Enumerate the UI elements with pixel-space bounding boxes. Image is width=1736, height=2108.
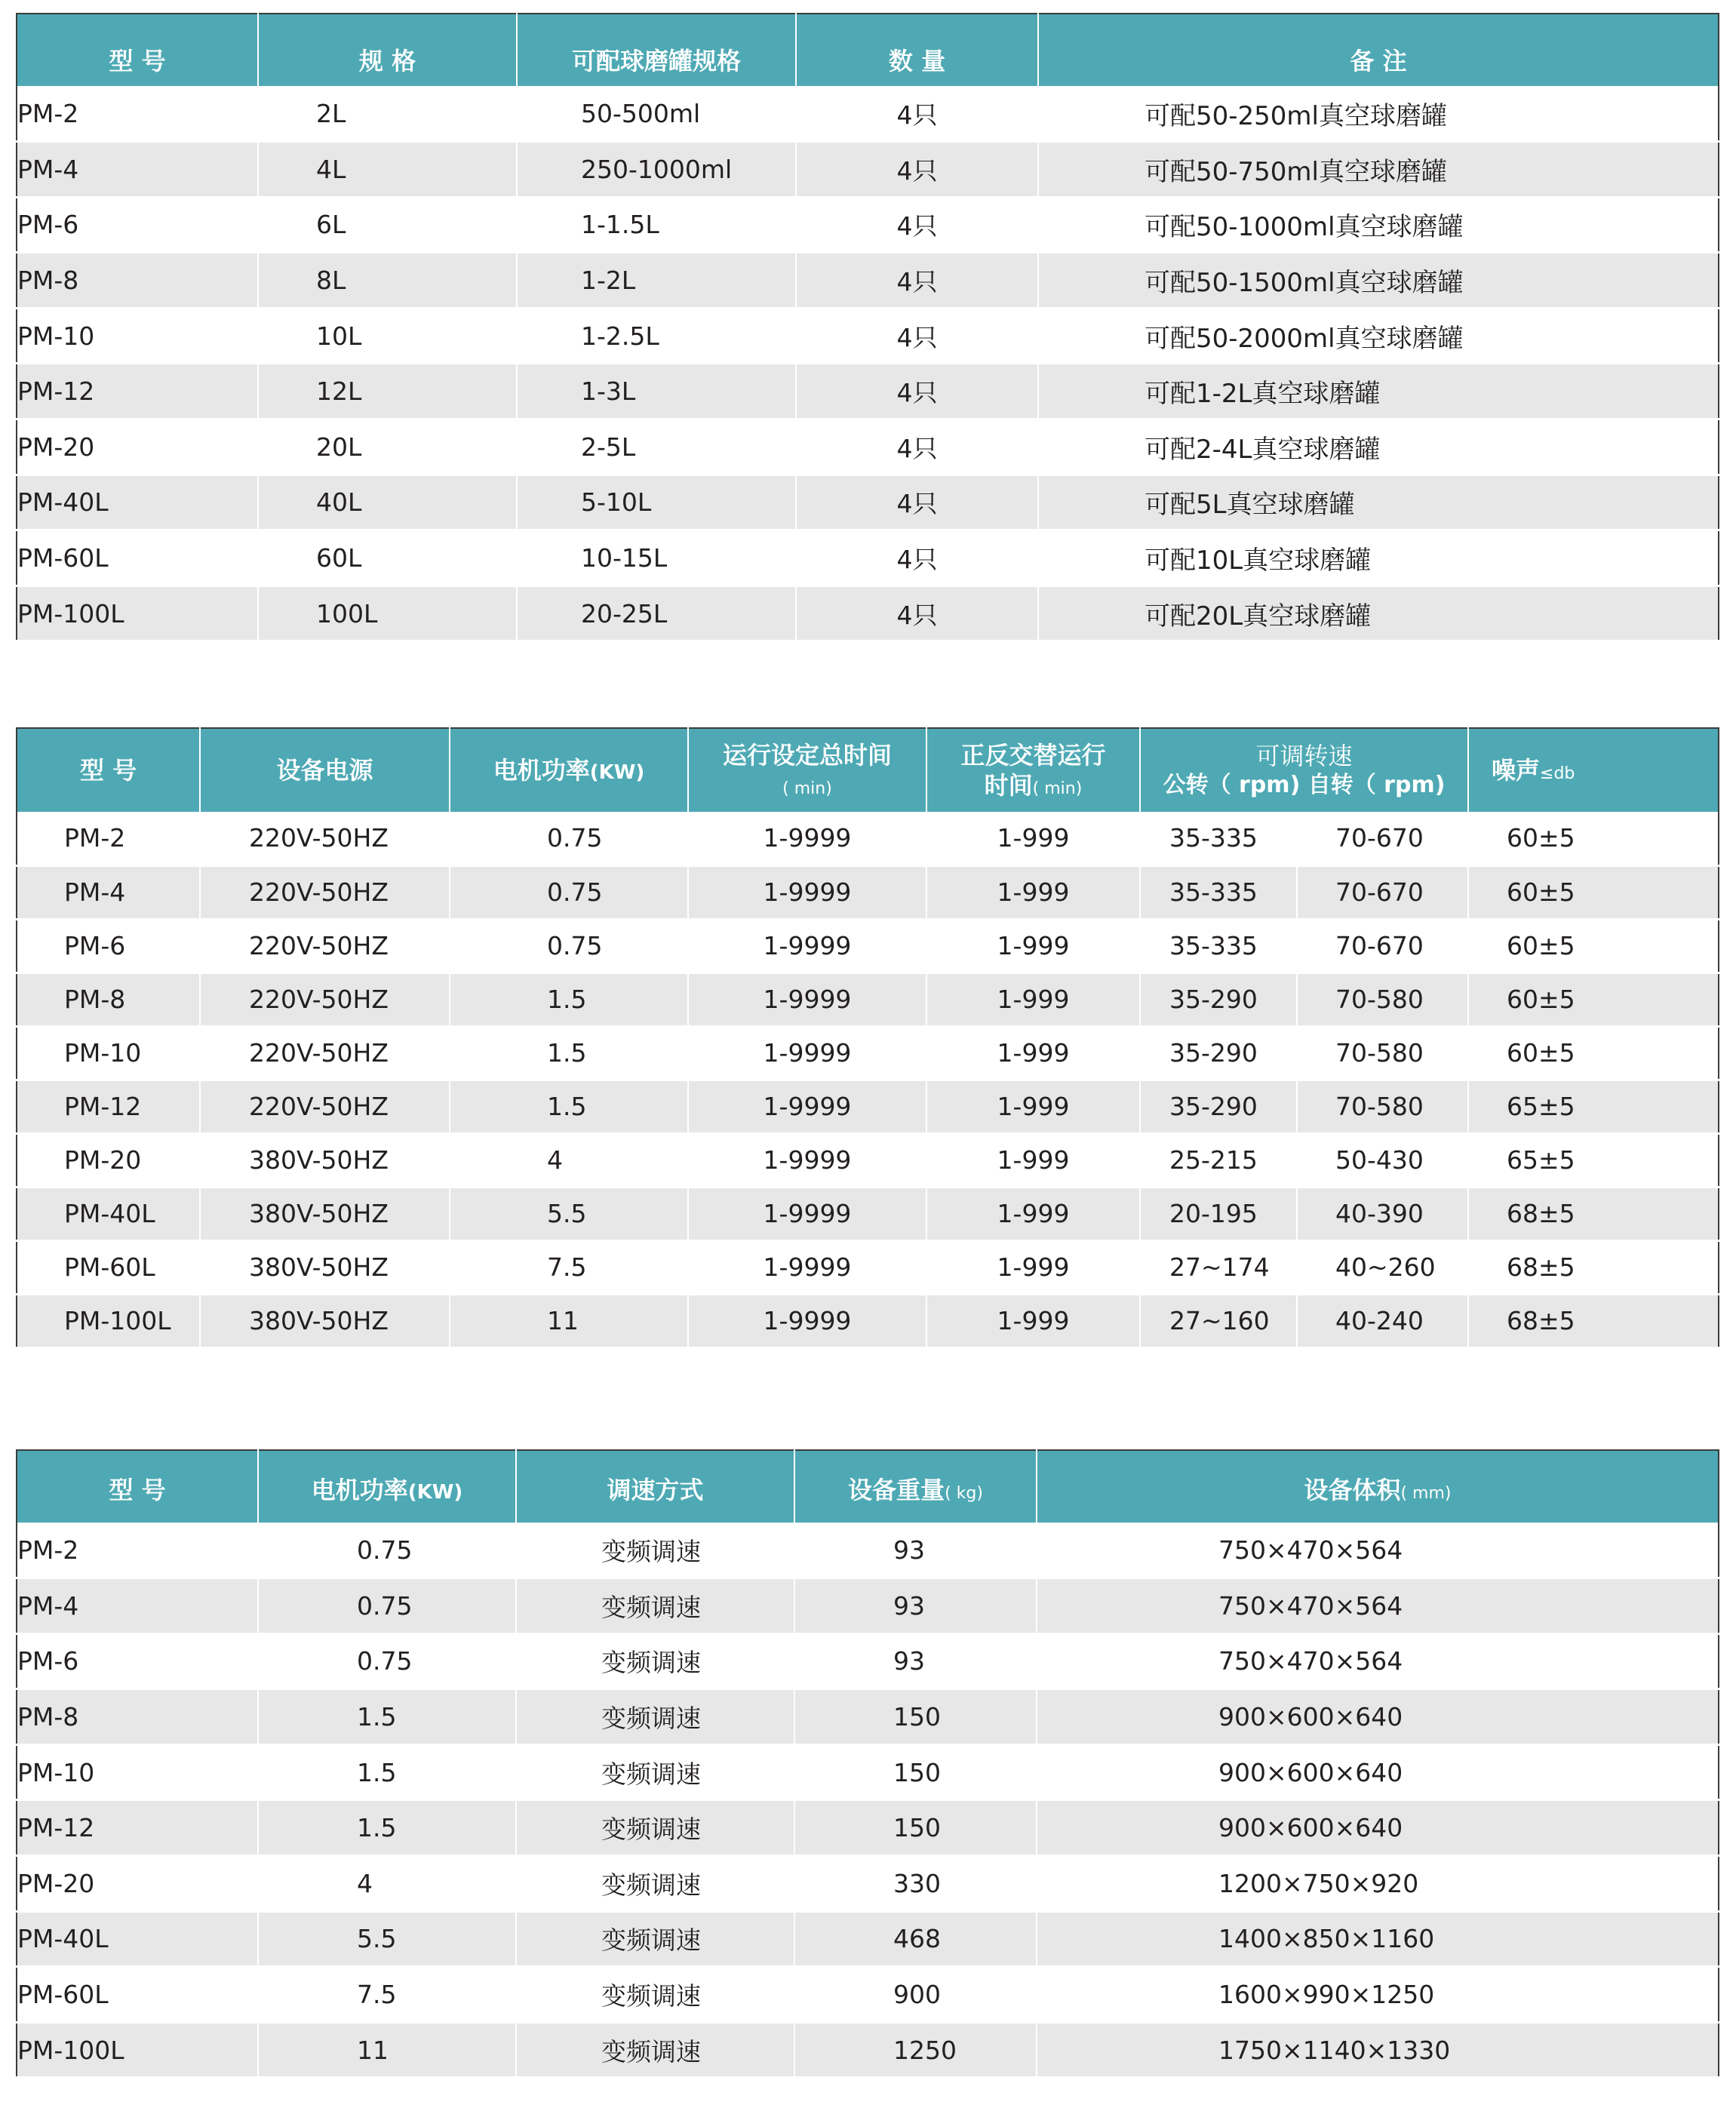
table-row — [17, 585, 1719, 641]
cell-motor-power: 5.5 — [258, 1911, 516, 1967]
cell-noise: 68±5 — [1468, 1294, 1719, 1347]
cell-motor-power: 0.75 — [450, 865, 688, 919]
table-row — [17, 475, 1719, 530]
cell-alternating-time: 1-999 — [926, 865, 1140, 919]
cell-quantity: 4只 — [796, 475, 1038, 530]
table-row — [17, 1080, 1719, 1133]
cell-model: PM-100L — [17, 2022, 258, 2078]
table-row — [17, 530, 1719, 586]
cell-total-time: 1-9999 — [688, 1294, 926, 1347]
cell-remarks: 可配50-1500ml真空球磨罐 — [1038, 253, 1719, 309]
table-row — [17, 308, 1719, 364]
cell-model: PM-20 — [17, 419, 258, 475]
cell-alternating-time: 1-999 — [926, 1026, 1140, 1080]
cell-model: PM-6 — [17, 919, 200, 973]
cell-capacity: 4L — [258, 142, 517, 198]
cell-quantity: 4只 — [796, 530, 1038, 586]
table-row — [17, 1633, 1719, 1689]
cell-total-time: 1-9999 — [688, 1080, 926, 1133]
table-row — [17, 142, 1719, 198]
cell-weight: 150 — [794, 1800, 1037, 1856]
cell-total-time: 1-9999 — [688, 1026, 926, 1080]
cell-alternating-time: 1-999 — [926, 1080, 1140, 1133]
header-noise-unit: ≤db — [1540, 764, 1575, 783]
cell-remarks: 可配10L真空球磨罐 — [1038, 530, 1719, 586]
cell-remarks: 可配50-250ml真空球磨罐 — [1038, 86, 1719, 142]
cell-weight: 468 — [794, 1911, 1037, 1967]
table-row — [17, 1911, 1719, 1967]
header-motor-power — [450, 728, 688, 812]
cell-remarks: 可配2-4L真空球磨罐 — [1038, 419, 1719, 475]
cell-revolution-speed: 35-290 — [1140, 973, 1297, 1026]
cell-power-supply: 380V-50HZ — [200, 1294, 450, 1347]
cell-revolution-speed: 27~160 — [1140, 1294, 1297, 1347]
header-power-supply: 设备电源 — [200, 728, 450, 812]
header-volume — [1037, 1450, 1719, 1523]
cell-rotation-speed: 70-580 — [1297, 1026, 1468, 1080]
cell-motor-power: 1.5 — [450, 973, 688, 1026]
header-motor-power-unit: (KW) — [589, 761, 645, 784]
header-quantity: 数 量 — [796, 14, 1038, 86]
header-speed-mode: 调速方式 — [516, 1450, 794, 1523]
cell-alternating-time: 1-999 — [926, 919, 1140, 973]
header-total-time — [688, 728, 926, 812]
header-noise — [1468, 728, 1719, 812]
header-adjustable-speed — [1140, 728, 1468, 812]
header-capacity: 规 格 — [258, 14, 517, 86]
cell-model: PM-20 — [17, 1856, 258, 1912]
cell-total-time: 1-9999 — [688, 812, 926, 865]
cell-model: PM-12 — [17, 1080, 200, 1133]
cell-rotation-speed: 70-670 — [1297, 919, 1468, 973]
cell-volume: 900×600×640 — [1037, 1744, 1719, 1800]
cell-speed-mode: 变频调速 — [516, 1633, 794, 1689]
cell-capacity: 12L — [258, 364, 517, 419]
cell-rotation-speed: 50-430 — [1297, 1133, 1468, 1187]
cell-jar-spec: 1-2.5L — [517, 308, 796, 364]
cell-motor-power: 7.5 — [450, 1240, 688, 1294]
cell-motor-power: 1.5 — [258, 1744, 516, 1800]
cell-noise: 65±5 — [1468, 1080, 1719, 1133]
table-row — [17, 1856, 1719, 1912]
cell-volume: 750×470×564 — [1037, 1633, 1719, 1689]
cell-power-supply: 220V-50HZ — [200, 973, 450, 1026]
cell-rotation-speed: 40-390 — [1297, 1187, 1468, 1240]
cell-capacity: 2L — [258, 86, 517, 142]
header-model: 型 号 — [17, 14, 258, 86]
cell-model: PM-100L — [17, 585, 258, 641]
cell-revolution-speed: 35-335 — [1140, 919, 1297, 973]
header-alternating-time-line1: 正反交替运行 — [960, 741, 1106, 770]
jar-spec-table — [16, 13, 1719, 642]
cell-jar-spec: 1-3L — [517, 364, 796, 419]
cell-model: PM-4 — [17, 865, 200, 919]
cell-capacity: 6L — [258, 197, 517, 253]
cell-jar-spec: 10-15L — [517, 530, 796, 586]
cell-jar-spec: 20-25L — [517, 585, 796, 641]
cell-noise: 60±5 — [1468, 865, 1719, 919]
operation-spec-table — [16, 727, 1719, 1349]
header-noise-label: 噪声 — [1492, 756, 1541, 785]
cell-weight: 1250 — [794, 2022, 1037, 2078]
cell-motor-power: 4 — [450, 1133, 688, 1187]
cell-motor-power: 11 — [450, 1294, 688, 1347]
table-row — [17, 1240, 1719, 1294]
cell-motor-power: 0.75 — [450, 919, 688, 973]
cell-noise: 65±5 — [1468, 1133, 1719, 1187]
table-row — [17, 865, 1719, 919]
cell-quantity: 4只 — [796, 86, 1038, 142]
cell-motor-power: 0.75 — [258, 1523, 516, 1578]
header-total-time-label: 运行设定总时间 — [722, 741, 892, 770]
table-row — [17, 1026, 1719, 1080]
cell-power-supply: 220V-50HZ — [200, 812, 450, 865]
header-weight — [794, 1450, 1037, 1523]
cell-speed-mode: 变频调速 — [516, 1689, 794, 1745]
header-speed-subheaders — [1141, 771, 1467, 800]
table-header-row — [17, 728, 1719, 812]
cell-model: PM-4 — [17, 1578, 258, 1634]
cell-noise: 68±5 — [1468, 1240, 1719, 1294]
table-row — [17, 1744, 1719, 1800]
cell-remarks: 可配20L真空球磨罐 — [1038, 585, 1719, 641]
cell-model: PM-6 — [17, 1633, 258, 1689]
cell-weight: 900 — [794, 1967, 1037, 2023]
cell-speed-mode: 变频调速 — [516, 2022, 794, 2078]
header-weight-label: 设备重量 — [848, 1475, 945, 1504]
table-row — [17, 1294, 1719, 1347]
cell-model: PM-12 — [17, 364, 258, 419]
cell-alternating-time: 1-999 — [926, 812, 1140, 865]
cell-total-time: 1-9999 — [688, 1133, 926, 1187]
cell-model: PM-4 — [17, 142, 258, 198]
cell-total-time: 1-9999 — [688, 865, 926, 919]
cell-model: PM-8 — [17, 1689, 258, 1745]
cell-volume: 1200×750×920 — [1037, 1856, 1719, 1912]
cell-model: PM-2 — [17, 812, 200, 865]
cell-noise: 60±5 — [1468, 812, 1719, 865]
cell-remarks: 可配50-750ml真空球磨罐 — [1038, 142, 1719, 198]
cell-volume: 750×470×564 — [1037, 1523, 1719, 1578]
cell-volume: 900×600×640 — [1037, 1800, 1719, 1856]
cell-speed-mode: 变频调速 — [516, 1967, 794, 2023]
header-alternating-time — [926, 728, 1140, 812]
cell-quantity: 4只 — [796, 419, 1038, 475]
cell-rotation-speed: 70-580 — [1297, 1080, 1468, 1133]
table-row — [17, 973, 1719, 1026]
cell-rotation-speed: 70-580 — [1297, 973, 1468, 1026]
cell-capacity: 20L — [258, 419, 517, 475]
cell-quantity: 4只 — [796, 197, 1038, 253]
cell-alternating-time: 1-999 — [926, 973, 1140, 1026]
cell-motor-power: 1.5 — [450, 1026, 688, 1080]
cell-jar-spec: 50-500ml — [517, 86, 796, 142]
table-row — [17, 419, 1719, 475]
cell-revolution-speed: 27~174 — [1140, 1240, 1297, 1294]
table-row — [17, 1967, 1719, 2023]
cell-quantity: 4只 — [796, 142, 1038, 198]
table-row — [17, 1689, 1719, 1745]
header-motor-power — [258, 1450, 516, 1523]
cell-power-supply: 380V-50HZ — [200, 1187, 450, 1240]
header-motor-power-unit: (KW) — [407, 1480, 463, 1504]
cell-model: PM-40L — [17, 1187, 200, 1240]
cell-power-supply: 220V-50HZ — [200, 865, 450, 919]
table-header-row — [17, 1450, 1719, 1523]
cell-power-supply: 220V-50HZ — [200, 1080, 450, 1133]
cell-motor-power: 4 — [258, 1856, 516, 1912]
cell-motor-power: 1.5 — [450, 1080, 688, 1133]
table-row — [17, 1187, 1719, 1240]
cell-capacity: 10L — [258, 308, 517, 364]
cell-quantity: 4只 — [796, 585, 1038, 641]
table-row — [17, 1133, 1719, 1187]
cell-model: PM-2 — [17, 1523, 258, 1578]
cell-speed-mode: 变频调速 — [516, 1744, 794, 1800]
table-row — [17, 1800, 1719, 1856]
table-row — [17, 1523, 1719, 1578]
cell-revolution-speed: 25-215 — [1140, 1133, 1297, 1187]
cell-alternating-time: 1-999 — [926, 1187, 1140, 1240]
table-header-row — [17, 14, 1719, 86]
table-row — [17, 86, 1719, 142]
cell-remarks: 可配50-1000ml真空球磨罐 — [1038, 197, 1719, 253]
cell-jar-spec: 2-5L — [517, 419, 796, 475]
cell-model: PM-40L — [17, 1911, 258, 1967]
cell-motor-power: 11 — [258, 2022, 516, 2078]
cell-model: PM-10 — [17, 308, 258, 364]
cell-weight: 93 — [794, 1633, 1037, 1689]
header-rotation: 自转（ rpm) — [1307, 772, 1446, 799]
table-row — [17, 919, 1719, 973]
cell-speed-mode: 变频调速 — [516, 1911, 794, 1967]
cell-motor-power: 0.75 — [450, 812, 688, 865]
cell-model: PM-12 — [17, 1800, 258, 1856]
cell-rotation-speed: 40-240 — [1297, 1294, 1468, 1347]
cell-total-time: 1-9999 — [688, 973, 926, 1026]
cell-volume: 750×470×564 — [1037, 1578, 1719, 1634]
header-weight-unit: ( kg) — [945, 1483, 983, 1503]
cell-remarks: 可配1-2L真空球磨罐 — [1038, 364, 1719, 419]
header-volume-unit: ( mm) — [1400, 1483, 1452, 1503]
cell-alternating-time: 1-999 — [926, 1240, 1140, 1294]
cell-power-supply: 220V-50HZ — [200, 1026, 450, 1080]
header-speed-label: 可调转速 — [1255, 742, 1353, 771]
table-row — [17, 1578, 1719, 1634]
cell-motor-power: 5.5 — [450, 1187, 688, 1240]
cell-power-supply: 220V-50HZ — [200, 919, 450, 973]
header-remarks: 备 注 — [1038, 14, 1719, 86]
cell-noise: 68±5 — [1468, 1187, 1719, 1240]
cell-model: PM-2 — [17, 86, 258, 142]
header-alternating-time-line2: 时间 — [984, 771, 1033, 800]
cell-capacity: 100L — [258, 585, 517, 641]
header-model: 型 号 — [17, 728, 200, 812]
header-total-time-unit: ( min) — [782, 779, 832, 798]
cell-revolution-speed: 35-290 — [1140, 1026, 1297, 1080]
cell-speed-mode: 变频调速 — [516, 1800, 794, 1856]
cell-capacity: 60L — [258, 530, 517, 586]
physical-spec-table — [16, 1449, 1719, 2079]
cell-model: PM-10 — [17, 1744, 258, 1800]
cell-total-time: 1-9999 — [688, 1240, 926, 1294]
table-row — [17, 253, 1719, 309]
cell-weight: 93 — [794, 1523, 1037, 1578]
cell-capacity: 40L — [258, 475, 517, 530]
cell-weight: 93 — [794, 1578, 1037, 1634]
table-row — [17, 364, 1719, 419]
cell-volume: 1400×850×1160 — [1037, 1911, 1719, 1967]
cell-alternating-time: 1-999 — [926, 1133, 1140, 1187]
cell-jar-spec: 5-10L — [517, 475, 796, 530]
cell-volume: 1750×1140×1330 — [1037, 2022, 1719, 2078]
cell-motor-power: 0.75 — [258, 1578, 516, 1634]
cell-rotation-speed: 70-670 — [1297, 812, 1468, 865]
cell-model: PM-40L — [17, 475, 258, 530]
cell-remarks: 可配50-2000ml真空球磨罐 — [1038, 308, 1719, 364]
header-motor-power-label: 电机功率 — [493, 756, 590, 785]
cell-speed-mode: 变频调速 — [516, 1856, 794, 1912]
cell-total-time: 1-9999 — [688, 1187, 926, 1240]
cell-model: PM-100L — [17, 1294, 200, 1347]
cell-jar-spec: 250-1000ml — [517, 142, 796, 198]
table-row — [17, 2022, 1719, 2078]
cell-speed-mode: 变频调速 — [516, 1578, 794, 1634]
cell-noise: 60±5 — [1468, 973, 1719, 1026]
cell-speed-mode: 变频调速 — [516, 1523, 794, 1578]
cell-model: PM-60L — [17, 530, 258, 586]
cell-capacity: 8L — [258, 253, 517, 309]
cell-rotation-speed: 70-670 — [1297, 865, 1468, 919]
cell-model: PM-10 — [17, 1026, 200, 1080]
cell-rotation-speed: 40~260 — [1297, 1240, 1468, 1294]
cell-power-supply: 380V-50HZ — [200, 1240, 450, 1294]
cell-quantity: 4只 — [796, 364, 1038, 419]
cell-jar-spec: 1-2L — [517, 253, 796, 309]
cell-revolution-speed: 35-335 — [1140, 865, 1297, 919]
cell-motor-power: 1.5 — [258, 1689, 516, 1745]
cell-alternating-time: 1-999 — [926, 1294, 1140, 1347]
cell-motor-power: 7.5 — [258, 1967, 516, 2023]
header-motor-power-label: 电机功率 — [311, 1475, 408, 1504]
cell-noise: 60±5 — [1468, 919, 1719, 973]
cell-volume: 1600×990×1250 — [1037, 1967, 1719, 2023]
cell-weight: 150 — [794, 1689, 1037, 1745]
header-jar-spec: 可配球磨罐规格 — [517, 14, 796, 86]
cell-weight: 150 — [794, 1744, 1037, 1800]
cell-model: PM-8 — [17, 253, 258, 309]
cell-noise: 60±5 — [1468, 1026, 1719, 1080]
header-model: 型 号 — [17, 1450, 258, 1523]
cell-weight: 330 — [794, 1856, 1037, 1912]
cell-power-supply: 380V-50HZ — [200, 1133, 450, 1187]
cell-total-time: 1-9999 — [688, 919, 926, 973]
cell-volume: 900×600×640 — [1037, 1689, 1719, 1745]
cell-revolution-speed: 20-195 — [1140, 1187, 1297, 1240]
cell-model: PM-60L — [17, 1967, 258, 2023]
header-alternating-time-unit: ( min) — [1032, 779, 1083, 798]
cell-model: PM-20 — [17, 1133, 200, 1187]
cell-remarks: 可配5L真空球磨罐 — [1038, 475, 1719, 530]
cell-motor-power: 1.5 — [258, 1800, 516, 1856]
cell-model: PM-60L — [17, 1240, 200, 1294]
cell-motor-power: 0.75 — [258, 1633, 516, 1689]
table-row — [17, 197, 1719, 253]
table-row — [17, 812, 1719, 865]
cell-revolution-speed: 35-290 — [1140, 1080, 1297, 1133]
cell-jar-spec: 1-1.5L — [517, 197, 796, 253]
cell-model: PM-8 — [17, 973, 200, 1026]
cell-quantity: 4只 — [796, 253, 1038, 309]
header-volume-label: 设备体积 — [1304, 1475, 1401, 1504]
cell-model: PM-6 — [17, 197, 258, 253]
header-revolution: 公转（ rpm) — [1163, 772, 1301, 799]
cell-quantity: 4只 — [796, 308, 1038, 364]
cell-revolution-speed: 35-335 — [1140, 812, 1297, 865]
